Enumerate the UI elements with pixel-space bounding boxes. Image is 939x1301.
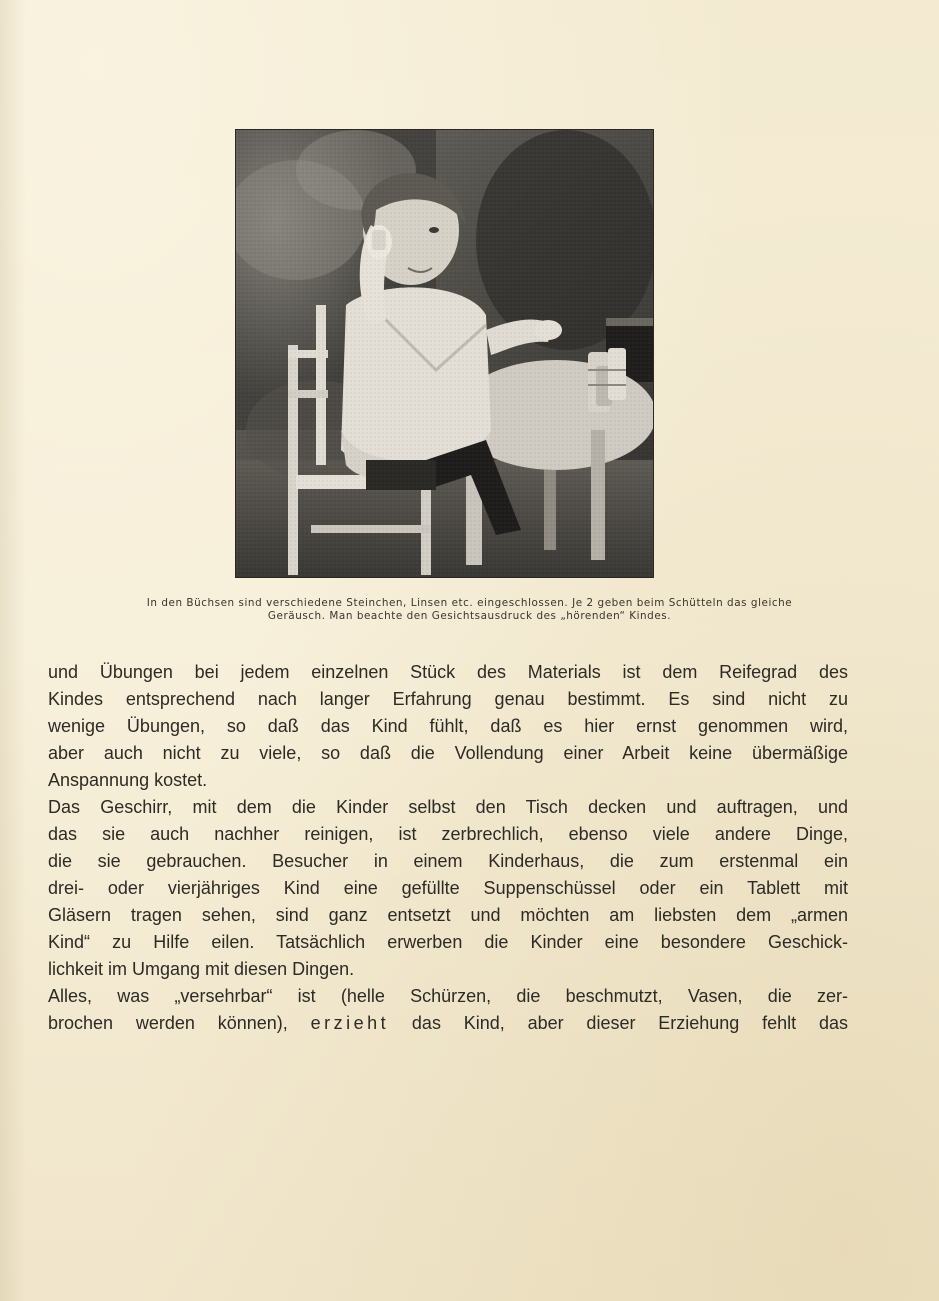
text-line: Kind“ zu Hilfe eilen. Tatsächlich erwerben die Kinder eine besondere Geschick-	[48, 932, 848, 952]
text-line: das sie auch nachher reinigen, ist zerbrechlich, ebenso viele andere Dinge,	[48, 824, 848, 844]
text-line: Das Geschirr, mit dem die Kinder selbst den Tisch decken und auftragen, und	[48, 797, 848, 817]
caption-line-1: In den Büchsen sind verschiedene Steinchen, Linsen etc. eingeschlossen. Je 2 geben beim Schütteln das gleiche	[146, 597, 793, 609]
text-line: Anspannung kostet.	[48, 770, 208, 790]
text-segment: das Kind, aber dieser Erziehung fehlt das	[411, 1013, 848, 1033]
text-line: Alles, was „versehrbar“ ist (helle Schürzen, die beschmutzt, Vasen, die zer-	[48, 986, 848, 1006]
paragraph-2	[48, 794, 848, 983]
paragraph-1	[48, 659, 848, 794]
paragraph-3	[48, 983, 848, 1037]
photo-caption	[52, 597, 887, 623]
text-line: die sie gebrauchen. Besucher in einem Kinderhaus, die zum erstenmal ein	[48, 851, 848, 871]
photo-illustration	[236, 130, 653, 577]
body-text	[48, 659, 848, 1037]
text-line: lichkeit im Umgang mit diesen Dingen.	[48, 959, 355, 979]
emphasized-word: erzieht	[310, 1013, 390, 1033]
photograph-child-with-sound-boxes	[236, 130, 653, 577]
text-line: wenige Übungen, so daß das Kind fühlt, daß es hier ernst genommen wird,	[48, 716, 848, 736]
text-line: aber auch nicht zu viele, so daß die Vollendung einer Arbeit keine übermäßige	[48, 743, 848, 763]
page-fold-shadow	[0, 0, 26, 1301]
caption-line-2: Geräusch. Man beachte den Gesichtsausdruck des „hörenden“ Kindes.	[267, 610, 672, 622]
text-line: Gläsern tragen sehen, sind ganz entsetzt und möchten am liebsten dem „armen	[48, 905, 848, 925]
text-line: drei- oder vierjähriges Kind eine gefüllte Suppenschüssel oder ein Tablett mit	[48, 878, 848, 898]
text-segment: brochen werden können),	[48, 1013, 288, 1033]
text-line: Kindes entsprechend nach langer Erfahrung genau bestimmt. Es sind nicht zu	[48, 689, 848, 709]
text-line	[48, 1010, 848, 1037]
text-line: und Übungen bei jedem einzelnen Stück des Materials ist dem Reifegrad des	[48, 662, 848, 682]
